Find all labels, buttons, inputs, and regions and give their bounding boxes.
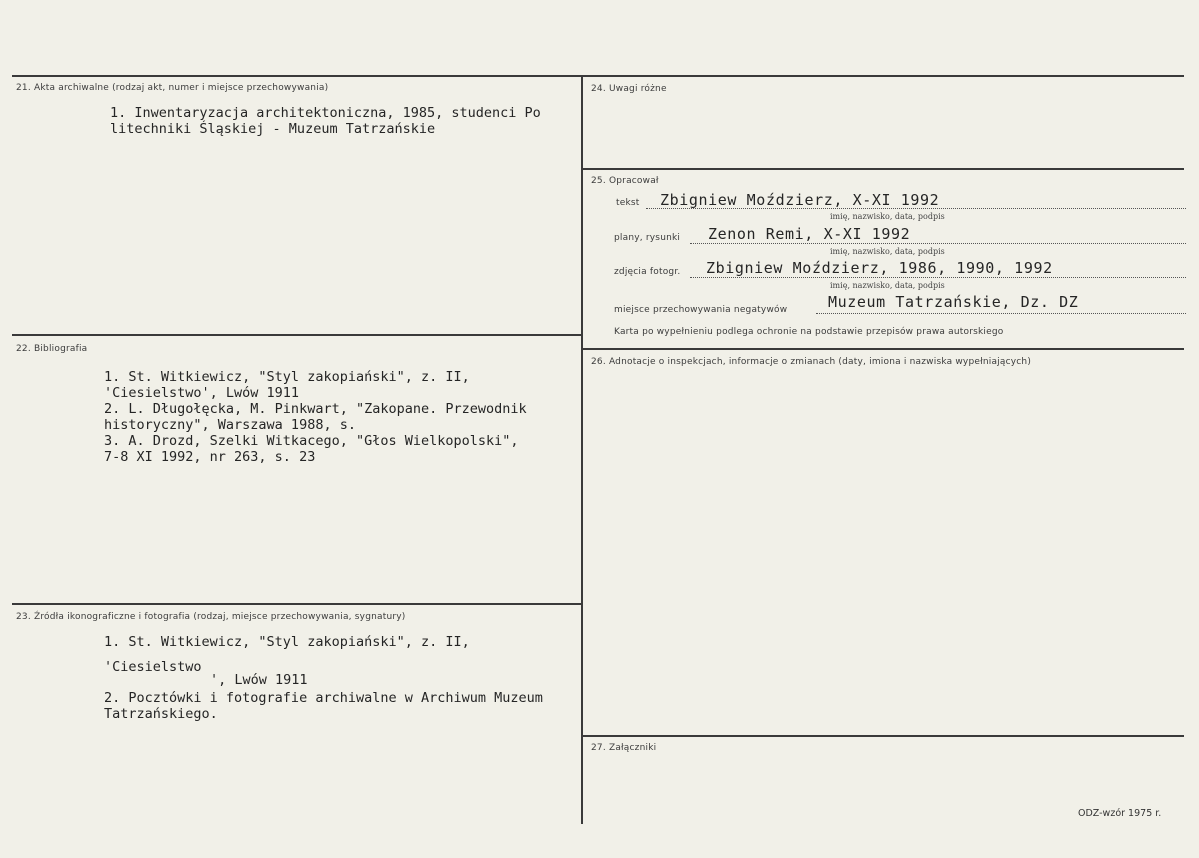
section-21-line-1: 1. Inwentaryzacja architektoniczna, 1985, studenci Po [110,105,541,121]
copyright-note: Karta po wypełnieniu podlega ochronie na podstawie przepisów prawa autorskiego [614,327,1004,337]
center-divider [581,76,583,824]
bibliography-line-6: 7-8 XI 1992, nr 263, s. 23 [104,449,316,465]
section-24-label: 24. Uwagi różne [591,84,667,94]
tekst-value: Zbigniew Moździerz, X-XI 1992 [660,191,940,209]
rule-21-22 [12,334,581,336]
bibliography-line-5: 3. A. Drozd, Szelki Witkacego, "Głos Wielkopolski", [104,433,519,449]
rule-25-26 [583,348,1184,350]
section-23-label: 23. Źródła ikonograficzne i fotografia (rodzaj, miejsce przechowywania, sygnatury) [16,612,406,622]
bibliography-line-2: 'Ciesielstwo', Lwów 1911 [104,385,300,401]
plany-caption: imię, nazwisko, data, podpis [830,247,945,256]
plany-dotted-line [690,243,1186,244]
negatywy-value: Muzeum Tatrzańskie, Dz. DZ [828,293,1079,311]
rule-26-27 [583,735,1184,737]
iconography-line-2b: ', Lwów 1911 [210,672,308,688]
plany-label: plany, rysunki [614,233,681,243]
section-21-label: 21. Akta archiwalne (rodzaj akt, numer i miejsce przechowywania) [16,83,329,93]
zdjecia-value: Zbigniew Moździerz, 1986, 1990, 1992 [706,259,1053,277]
section-22-label: 22. Bibliografia [16,344,88,354]
zdjecia-label: zdjęcia fotogr. [614,267,681,277]
rule-24-25 [583,168,1184,170]
bibliography-line-4: historyczny", Warszawa 1988, s. [104,417,356,433]
top-rule [12,75,1184,77]
section-27-label: 27. Załączniki [591,743,657,753]
bibliography-line-3: 2. L. Długołęcka, M. Pinkwart, "Zakopane. Przewodnik [104,401,527,417]
zdjecia-caption: imię, nazwisko, data, podpis [830,281,945,290]
zdjecia-dotted-line [690,277,1186,278]
rule-22-23 [12,603,581,605]
bibliography-line-1: 1. St. Witkiewicz, "Styl zakopiański", z. II, [104,369,470,385]
iconography-line-3: 2. Pocztówki i fotografie archiwalne w Archiwum Muzeum [104,690,543,706]
negatywy-label: miejsce przechowywania negatywów [614,305,788,315]
iconography-line-1: 1. St. Witkiewicz, "Styl zakopiański", z. II, [104,634,470,650]
tekst-label: tekst [616,198,640,208]
negatywy-dotted-line [816,313,1186,314]
plany-value: Zenon Remi, X-XI 1992 [708,225,911,243]
form-template-code: ODZ-wzór 1975 r. [1078,808,1162,819]
iconography-line-4: Tatrzańskiego. [104,706,218,722]
tekst-caption: imię, nazwisko, data, podpis [830,212,945,221]
section-26-label: 26. Adnotacje o inspekcjach, informacje o zmianach (daty, imiona i nazwiska wypełniających) [591,357,1032,367]
section-25-label: 25. Opracował [591,176,659,186]
iconography-line-2a: 'Ciesielstwo [104,659,202,675]
section-21-line-2: litechniki Śląskiej - Muzeum Tatrzańskie [110,121,436,137]
